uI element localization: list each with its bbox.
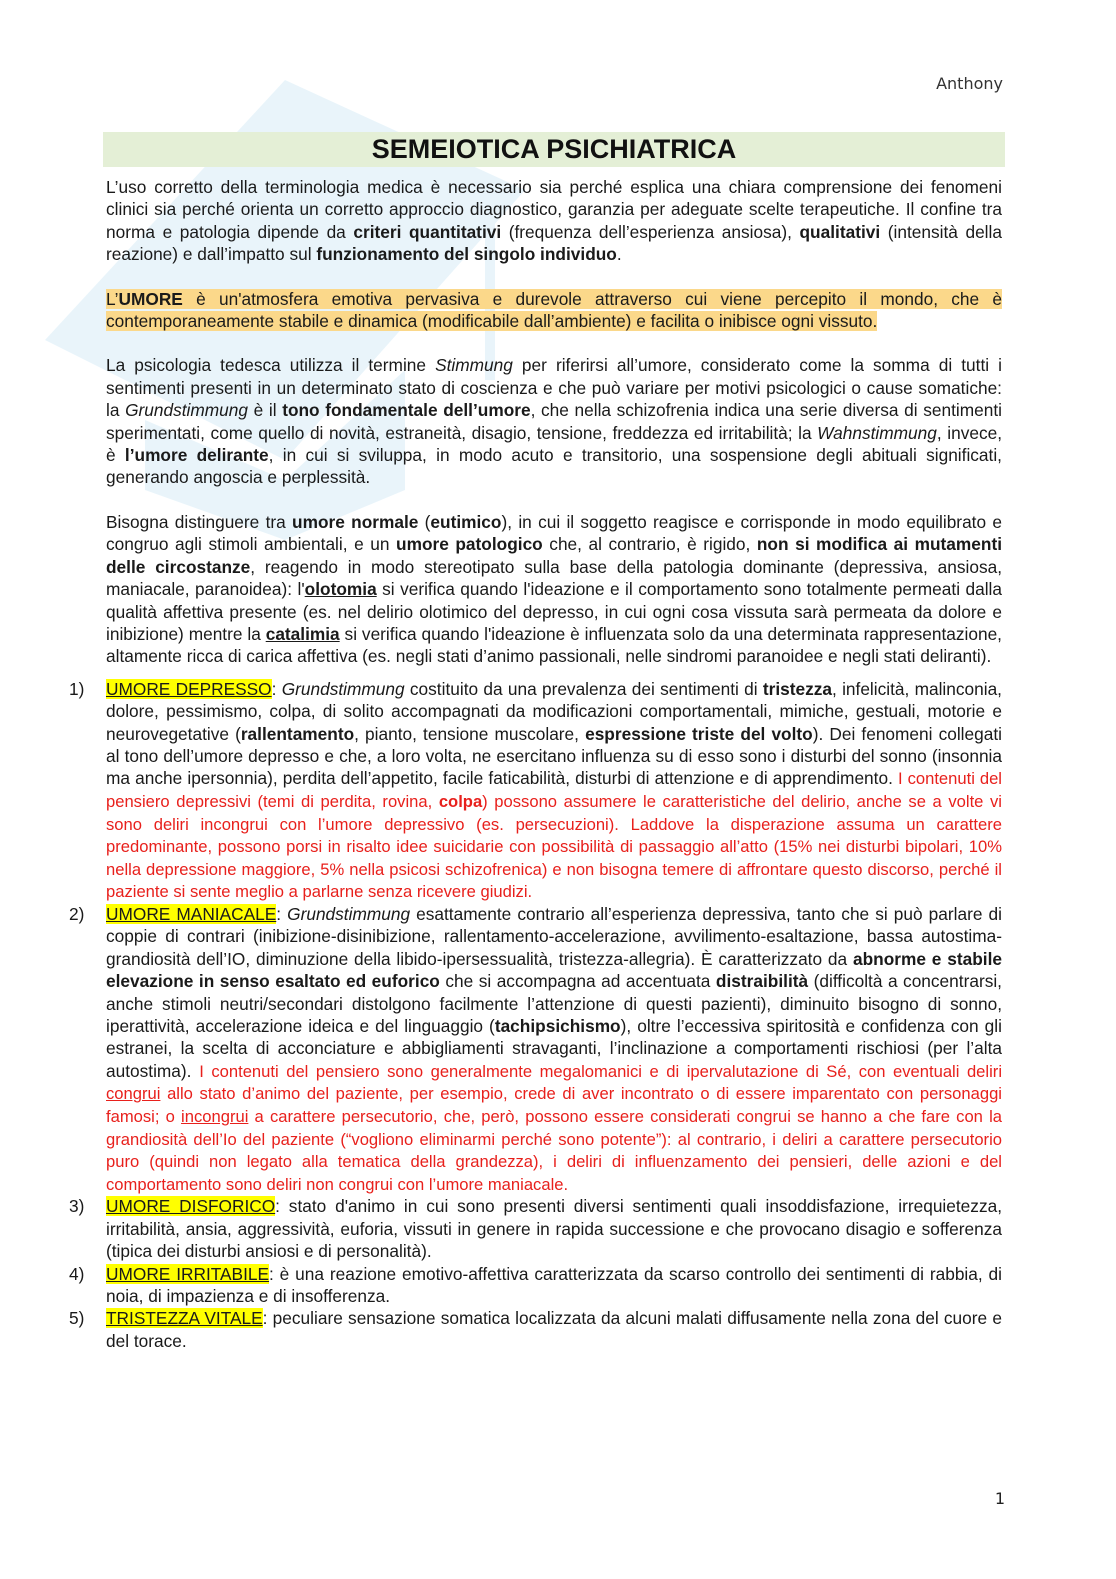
list-item-umore-depresso: 1) UMORE DEPRESSO: Grundstimmung costituito da una prevalenza dei sentimenti di tristezza, infelicità, malinconia, dolore, pessimismo, colpa, di solito accompagnati da modificazioni comportamentali, mimiche, gestuali, motorie e neurovegetative (rallentamento, pianto, tensione muscolare, espressione triste del volto). Dei fenomeni collegati al tono dell’umore depresso e che, a loro volta, ne esercitano influenza su di esso sono i disturbi del sonno (insonnia ma anche ipersonnia), perdita dell’appetito, facile faticabilità, disturbi di attenzione e di apprendimento. I contenuti del pensiero depressivi (temi di perdita, rovina, colpa) possono assumere le caratteristiche del delirio, anche se a volte vi sono deliri incongrui con l’umore depressivo (es. persecuzioni). Laddove la disperazione assuma un carattere predominante, possono porsi in risalto idee suicidarie con possibilità di passaggio all’atto (15% nei disturbi bipolari, 10% nella depressione maggiore, 5% nella psicosi schizofrenica) e non bisogna temere di affrontare questo discorso, perché il paziente si sente meglio a parlarne senza ricevere giudizi. bbox=[69, 678, 1002, 902]
title-bar bbox=[103, 132, 1005, 167]
intro-paragraph: L’uso corretto della terminologia medica è necessario sia perché esplica una chiara comprensione dei fenomeni clinici sia perché orienta un corretto approccio diagnostico, garanzia per adeguate scelte terapeutiche. Il confine tra norma e patologia dipende da criteri quantitativi (frequenza dell’esperienza ansiosa), qualitativi (intensità della reazione) e dall’impatto sul funzionamento del singolo individuo. bbox=[106, 177, 1002, 265]
umore-maniacale-label: UMORE MANIACALE bbox=[106, 903, 277, 924]
umore-depresso-label: UMORE DEPRESSO bbox=[106, 678, 272, 699]
list-item-tristezza-vitale: 5) TRISTEZZA VITALE: peculiare sensazione somatica localizzata da alcuni malati diffusamente nella zona del cuore e del torace. bbox=[69, 1308, 1002, 1351]
umore-disforico-label: UMORE DISFORICO bbox=[106, 1196, 276, 1217]
umore-definition-paragraph: L’UMORE è un'atmosfera emotiva pervasiva e durevole attraverso cui viene percepito il mondo, che è contemporaneamente stabile e dinamica (modificabile dall’ambiente) e facilita o inibisce ogni vissuto. bbox=[106, 288, 1002, 332]
header-author: Anthony bbox=[936, 74, 1003, 93]
list-item-umore-maniacale: 2) UMORE MANIACALE: Grundstimmung esattamente contrario all’esperienza depressiva, tanto che si può parlare di coppie di contrari (inibizione-disinibizione, rallentamento-accelerazione, avvilimento-esaltazione, bassa autostima-grandiosità dell’IO, diminuzione della libido-ipersessualità, tristezza-allegria). È caratterizzato da abnorme e stabile elevazione in senso esaltato ed euforico che si accompagna ad accentuata distraibilità (difficoltà a concentrarsi, anche stimoli neutri/secondari distolgono facilmente l’attenzione di questi pazienti), diminuito bisogno di sonno, iperattività, accelerazione ideica e del linguaggio (tachipsichismo), oltre l’eccessiva spiritosità e confidenza con gli estranei, la scelta di acconciature e abbigliamenti stravaganti, l’inclinazione a comportamenti rischiosi (per l’alta autostima). I contenuti del pensiero sono generalmente megalomanici e di ipervalutazione di Sé, con eventuali deliri congrui allo stato d’animo del paziente, per esempio, crede di aver incontrato o di essere imparentato con personaggi famosi; o incongrui a carattere persecutorio, che, però, possono essere considerati congrui se hanno a che fare con la grandiosità dell’Io del paziente (“vogliono eliminarmi perché sono potente”): al contrario, i deliri a carattere persecutorio puro (quindi non legato alla tematica della grandezza), i deliri di influenzamento dei pensieri, delle azioni e del comportamento sono deliri non congrui con l’umore maniacale. bbox=[69, 903, 1003, 1194]
umori-list bbox=[69, 678, 1003, 1352]
list-item-umore-disforico: 3) UMORE DISFORICO: stato d'animo in cui sono presenti diversi sentimenti quali insoddisfazione, irrequietezza, irritabilità, ansia, aggressività, euforia, vissuti in genere in rapida successione e che provocano disagio e sofferenza (tipica dei disturbi ansiosi e di personalità). bbox=[69, 1196, 1002, 1262]
umore-irritabile-label: UMORE IRRITABILE bbox=[106, 1263, 270, 1284]
list-item-umore-irritabile: 4) UMORE IRRITABILE: è una reazione emotivo-affettiva caratterizzata da scarso controllo dei sentimenti di rabbia, di noia, di impazienza e di insofferenza. bbox=[69, 1263, 1002, 1306]
distinguere-paragraph: Bisogna distinguere tra umore normale (eutimico), in cui il soggetto reagisce e corrisponde in modo equilibrato e congruo agli stimoli ambientali, e un umore patologico che, al contrario, è rigido, non si modifica ai mutamenti delle circostanze, reagendo in modo stereotipato sulla base della patologia dominante (depressiva, ansiosa, maniacale, paranoidea): l'olotomia si verifica quando l'ideazione e il comportamento sono totalmente permeati dalla qualità affettiva presente (es. nel delirio olotimico del depresso, in cui ogni cosa vissuta sarà permeata da dolore e inibizione) mentre la catalimia si verifica quando l'ideazione è influenzata solo da una determinata rappresentazione, altamente ricca di carica affettiva (es. negli stati d’animo passionali, nelle sindromi paranoidee e negli stati deliranti). bbox=[106, 511, 1002, 667]
page-title: SEMEIOTICA PSICHIATRICA bbox=[371, 134, 737, 164]
page-number: 1 bbox=[994, 1489, 1005, 1508]
stimmung-paragraph: La psicologia tedesca utilizza il termine Stimmung per riferirsi all’umore, considerato come la somma di tutti i sentimenti presenti in un determinato stato di coscienza e che può variare per motivi psicologici o cause somatiche: la Grundstimmung è il tono fondamentale dell’umore, che nella schizofrenia indica una serie diversa di sentimenti sperimentati, come quello di novità, estraneità, disagio, tensione, freddezza ed irritabilità; la Wahnstimmung, invece, è l’umore delirante, in cui si sviluppa, in modo acuto e transitorio, una sospensione degli abituali significati, generando angoscia e perplessità. bbox=[106, 355, 1002, 488]
tristezza-vitale-label: TRISTEZZA VITALE bbox=[106, 1308, 263, 1329]
document-body bbox=[69, 176, 1003, 1352]
